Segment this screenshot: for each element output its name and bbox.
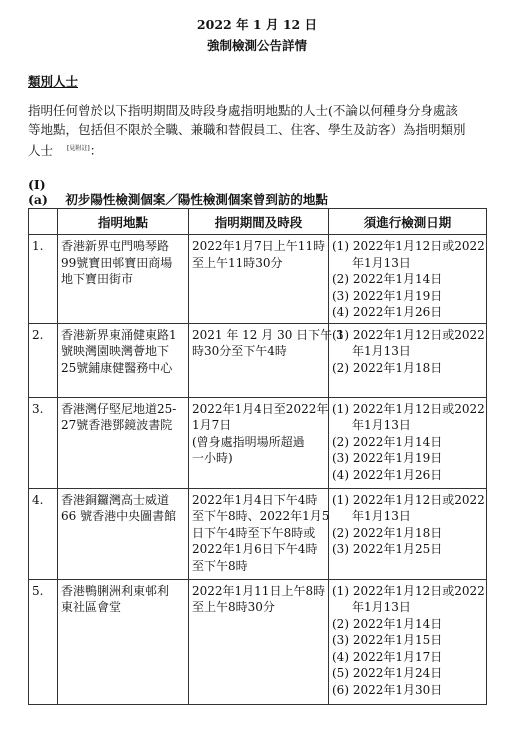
place-text-line: 99號寶田邨寶田商場 [61,255,173,270]
test-date-line: (4) 2022年1月26日 [332,305,443,319]
place-text-line: 27號香港鄧鏡波書院 [61,418,173,432]
test-dates-cell [329,235,487,324]
period-text-line: 2022年1月4日下午4時 [192,492,318,507]
intro-line-3 [28,139,490,160]
test-date-line: 年1月13日 [352,418,411,432]
table-row [29,323,487,397]
period-text-line: 日下午4時至下午8時或 [192,525,316,540]
test-date-line: (1) 2022年1月12日或2022 [332,583,485,598]
period-text-line: 至上午8時30分 [192,600,275,614]
test-date-line: (3) 2022年1月15日 [332,633,443,647]
intro-line-3-text: 人士 [28,143,54,158]
period-text-line: 至下午8時、2022年1月5 [192,509,330,523]
period-cell [189,235,329,324]
test-date-line: (1) 2022年1月12日或2022 [332,327,485,342]
subsection-heading [28,177,328,208]
header-test-dates: 須進行檢測日期 [329,209,487,235]
place-text-line: 香港新界屯門鳴琴路 [61,239,170,253]
period-text-line: 至下午8時 [192,558,248,573]
test-dates-cell [329,323,487,397]
test-date-line: (1) 2022年1月12日或2022 [332,239,485,253]
place-cell [58,579,189,704]
category-heading: 類別人士 [28,74,79,89]
period-text-line: 時30分至下午4時 [192,344,287,358]
test-dates-cell [329,579,487,704]
period-text-line: (曾身處指明場所超過 [192,434,305,449]
header-number [29,209,58,235]
row-number: 3. [29,397,58,488]
footnote-marker[interactable]: [見附註] [67,145,90,152]
place-text-line: 香港銅鑼灣高士威道 [61,492,170,507]
test-date-line: (1) 2022年1月12日或2022 [332,401,485,416]
place-text-line: 東社區會堂 [61,600,122,614]
row-number: 4. [29,488,58,579]
notice-title: 強制檢測公告詳情 [206,38,307,53]
test-date-line: (4) 2022年1月17日 [332,649,443,664]
intro-line-3-tail: ： [89,143,103,158]
test-date-line: (6) 2022年1月30日 [332,682,443,697]
test-date-line: (2) 2022年1月14日 [332,616,443,631]
header-period: 指明期間及時段 [189,209,329,235]
period-text-line: 至上午11時30分 [192,255,283,270]
period-text-line: 1月7日 [192,418,232,432]
test-date-line: (1) 2022年1月12日或2022 [332,492,485,507]
test-date-line: 年1月13日 [352,509,411,523]
period-cell [189,579,329,704]
place-text-line: 香港灣仔堅尼地道25- [61,401,177,416]
test-date-line: (3) 2022年1月19日 [332,451,443,465]
row-number: 2. [29,323,58,397]
test-date-line: (2) 2022年1月14日 [332,272,443,286]
period-cell [189,488,329,579]
place-text-line: 香港鴨脷洲利東邨利 [61,583,170,598]
place-cell [58,323,189,397]
table-row [29,235,487,324]
test-dates-cell [329,488,487,579]
header-place: 指明地點 [58,209,189,235]
intro-line-2: 等地點，包括但不限於全職、兼職和替假員工、住客、學生及訪客）為指明類別 [28,122,466,137]
place-text-line: 號映灣園映灣薈地下 [61,344,170,358]
period-text-line: 2021 年 12 月 30 日下午 3 [192,327,344,342]
test-date-line: 年1月13日 [352,344,411,358]
test-date-line: (5) 2022年1月24日 [332,666,443,680]
place-cell [58,235,189,324]
test-dates-cell [329,397,487,488]
table-header-row [29,209,487,235]
test-date-line: (2) 2022年1月14日 [332,434,443,449]
test-date-line: 年1月13日 [352,255,411,270]
intro-line-1: 指明任何曾於以下指明期間及時段身處指明地點的人士(不論以何種身分身處該 [28,103,458,118]
period-cell [189,397,329,488]
test-date-line: (2) 2022年1月18日 [332,525,443,540]
period-text-line: 2022年1月7日上午11時 [192,239,326,253]
table-row [29,488,487,579]
period-text-line: 一小時) [192,451,233,465]
place-text-line: 香港新界東涌健東路1 [61,327,177,342]
test-date-line: 年1月13日 [352,600,411,614]
period-text-line: 2022年1月4日至2022年 [192,401,329,416]
intro-paragraph [28,101,490,160]
subsection-title: 初步陽性檢測個案／陽性檢測個案曾到訪的地點 [65,192,328,207]
notice-date: 2022 年 1 月 12 日 [196,17,318,32]
place-text-line: 地下寶田街市 [61,272,134,286]
test-date-line: (3) 2022年1月19日 [332,288,443,303]
place-cell [58,397,189,488]
period-text-line: 2022年1月6日下午4時 [192,542,318,556]
place-cell [58,488,189,579]
row-number: 1. [29,235,58,324]
test-date-line: (3) 2022年1月25日 [332,542,443,556]
place-text-line: 66 號香港中央圖書館 [61,509,177,523]
table-body [29,235,487,705]
test-date-line: (2) 2022年1月18日 [332,360,443,375]
place-text-line: 25號鋪康健醫務中心 [61,360,173,375]
subsection-number: (I)(a) [28,177,48,207]
period-text-line: 2022年1月11日上午8時 [192,583,326,598]
test-date-line: (4) 2022年1月26日 [332,467,443,482]
table-row [29,397,487,488]
table-row [29,579,487,704]
period-cell [189,323,344,397]
row-number: 5. [29,579,58,704]
venues-table [28,208,487,705]
